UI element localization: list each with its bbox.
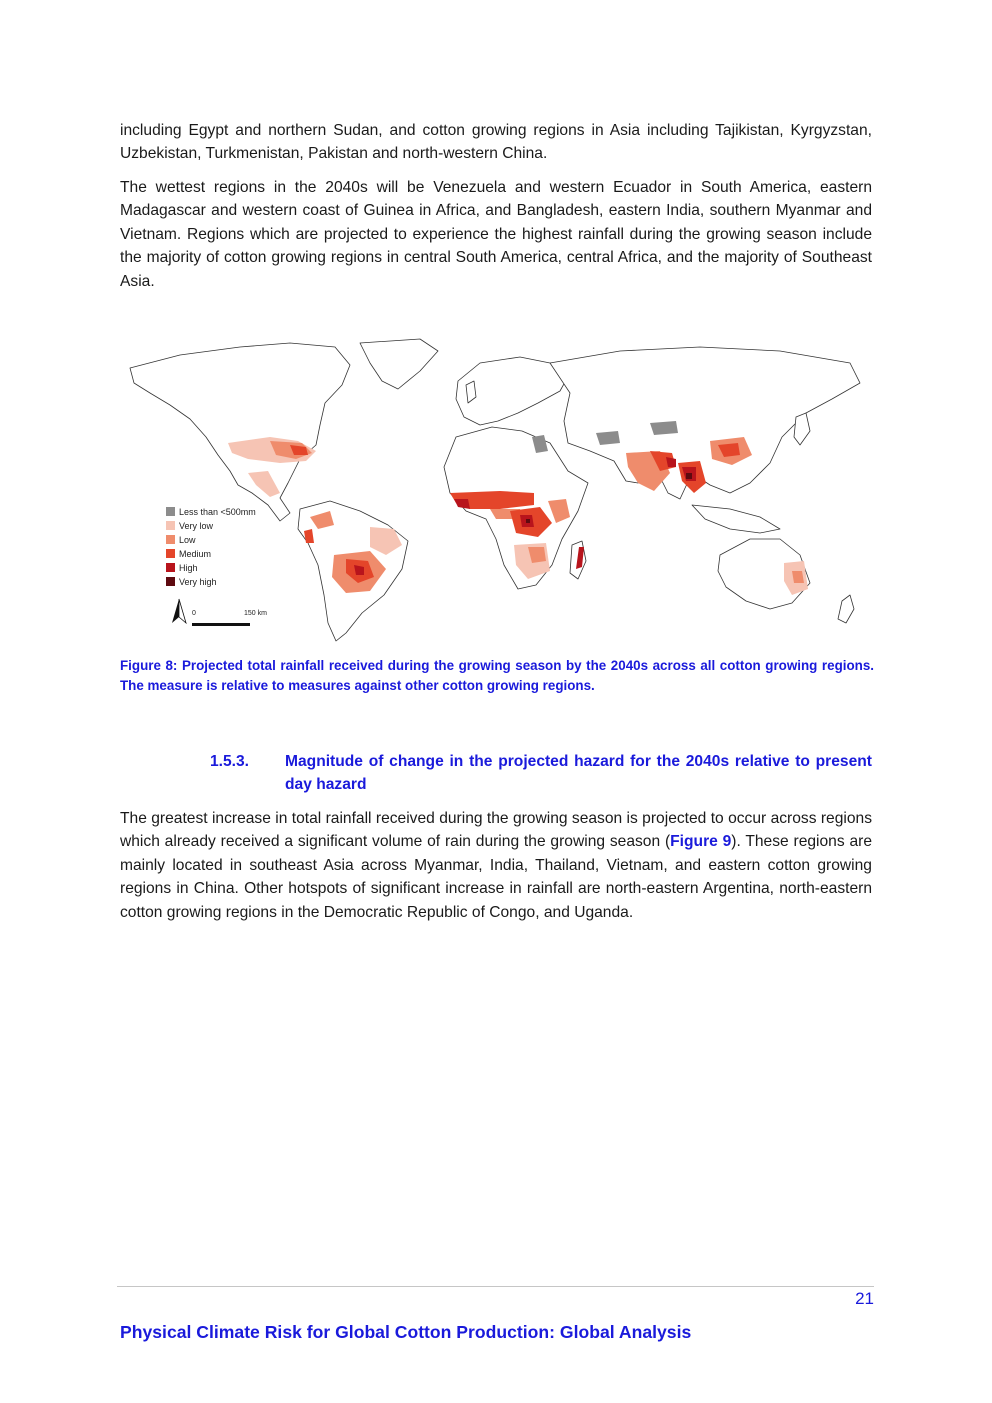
section-title: Magnitude of change in the projected hazard for the 2040s relative to present day hazard [285,753,872,794]
figure-9-reference-link[interactable]: Figure 9 [670,833,732,851]
legend-label-high: High [179,563,198,573]
map-legend [166,507,256,587]
scale-label-start: 0 [192,610,196,617]
legend-swatch-high [166,563,175,572]
scale-label-end: 150 km [244,610,267,617]
body-paragraph-3 [120,807,872,924]
footer-divider [117,1286,874,1287]
footer-document-title: Physical Climate Risk for Global Cotton Production: Global Analysis [120,1322,692,1342]
page-number: 21 [855,1289,874,1308]
legend-swatch-very-low [166,521,175,530]
figure-caption: Figure 8: Projected total rainfall received during the growing season by the 2040s across all cotton growing regions. The measure is relative to measures against other cotton growing regions. [120,658,874,693]
para3-text-end: ). These regions are mainly located in southeast Asia across Myanmar, India, Thailand, Vietnam, and eastern cotton growing regions in China. Other hotspots of significant increase in rainfall are north-eastern Argentina, north-eastern cotton growing regions in the Democratic Republic of Congo, and Uganda. [120,833,873,921]
sea-islands [692,505,780,533]
japan-landmass [794,413,810,445]
legend-label-very-high: Very high [179,577,217,587]
greenland-landmass [360,339,438,389]
body-paragraph-2: The wettest regions in the 2040s will be Venezuela and western Ecuador in South America, eastern Madagascar and western coast of Guinea in Africa, and Bangladesh, eastern India, southern Myanmar and Vietnam. Regions which are projected to experience the highest rainfall during the growing season include the majority of cotton growing regions in central South America, central Africa, and the majority of Southeast Asia. [120,179,872,290]
section-number: 1.5.3. [210,753,250,770]
world-map [130,339,860,641]
legend-label-dry: Less than <500mm [179,507,256,517]
legend-label-low: Low [179,535,196,545]
legend-label-medium: Medium [179,549,212,559]
legend-swatch-very-high [166,577,175,586]
asia-landmass [550,347,860,499]
new-zealand-landmass [838,595,854,623]
rainfall-map-figure [120,333,874,645]
legend-swatch-low [166,535,175,544]
para3-text-start: The greatest increase in total rainfall received during the growing season is projected to occur across regions which already received a significant volume of rain during the growing season ( [120,810,872,851]
legend-label-very-low: Very low [179,521,214,531]
scale-bar [192,610,267,626]
north-america-landmass [130,343,350,521]
body-paragraph-1: including Egypt and northern Sudan, and cotton growing regions in Asia including Tajikistan, Kyrgyzstan, Uzbekistan, Turkmenistan, Pakistan and north-western China. [120,122,872,163]
north-arrow-icon [172,599,186,623]
legend-swatch-dry [166,507,175,516]
legend-swatch-medium [166,549,175,558]
